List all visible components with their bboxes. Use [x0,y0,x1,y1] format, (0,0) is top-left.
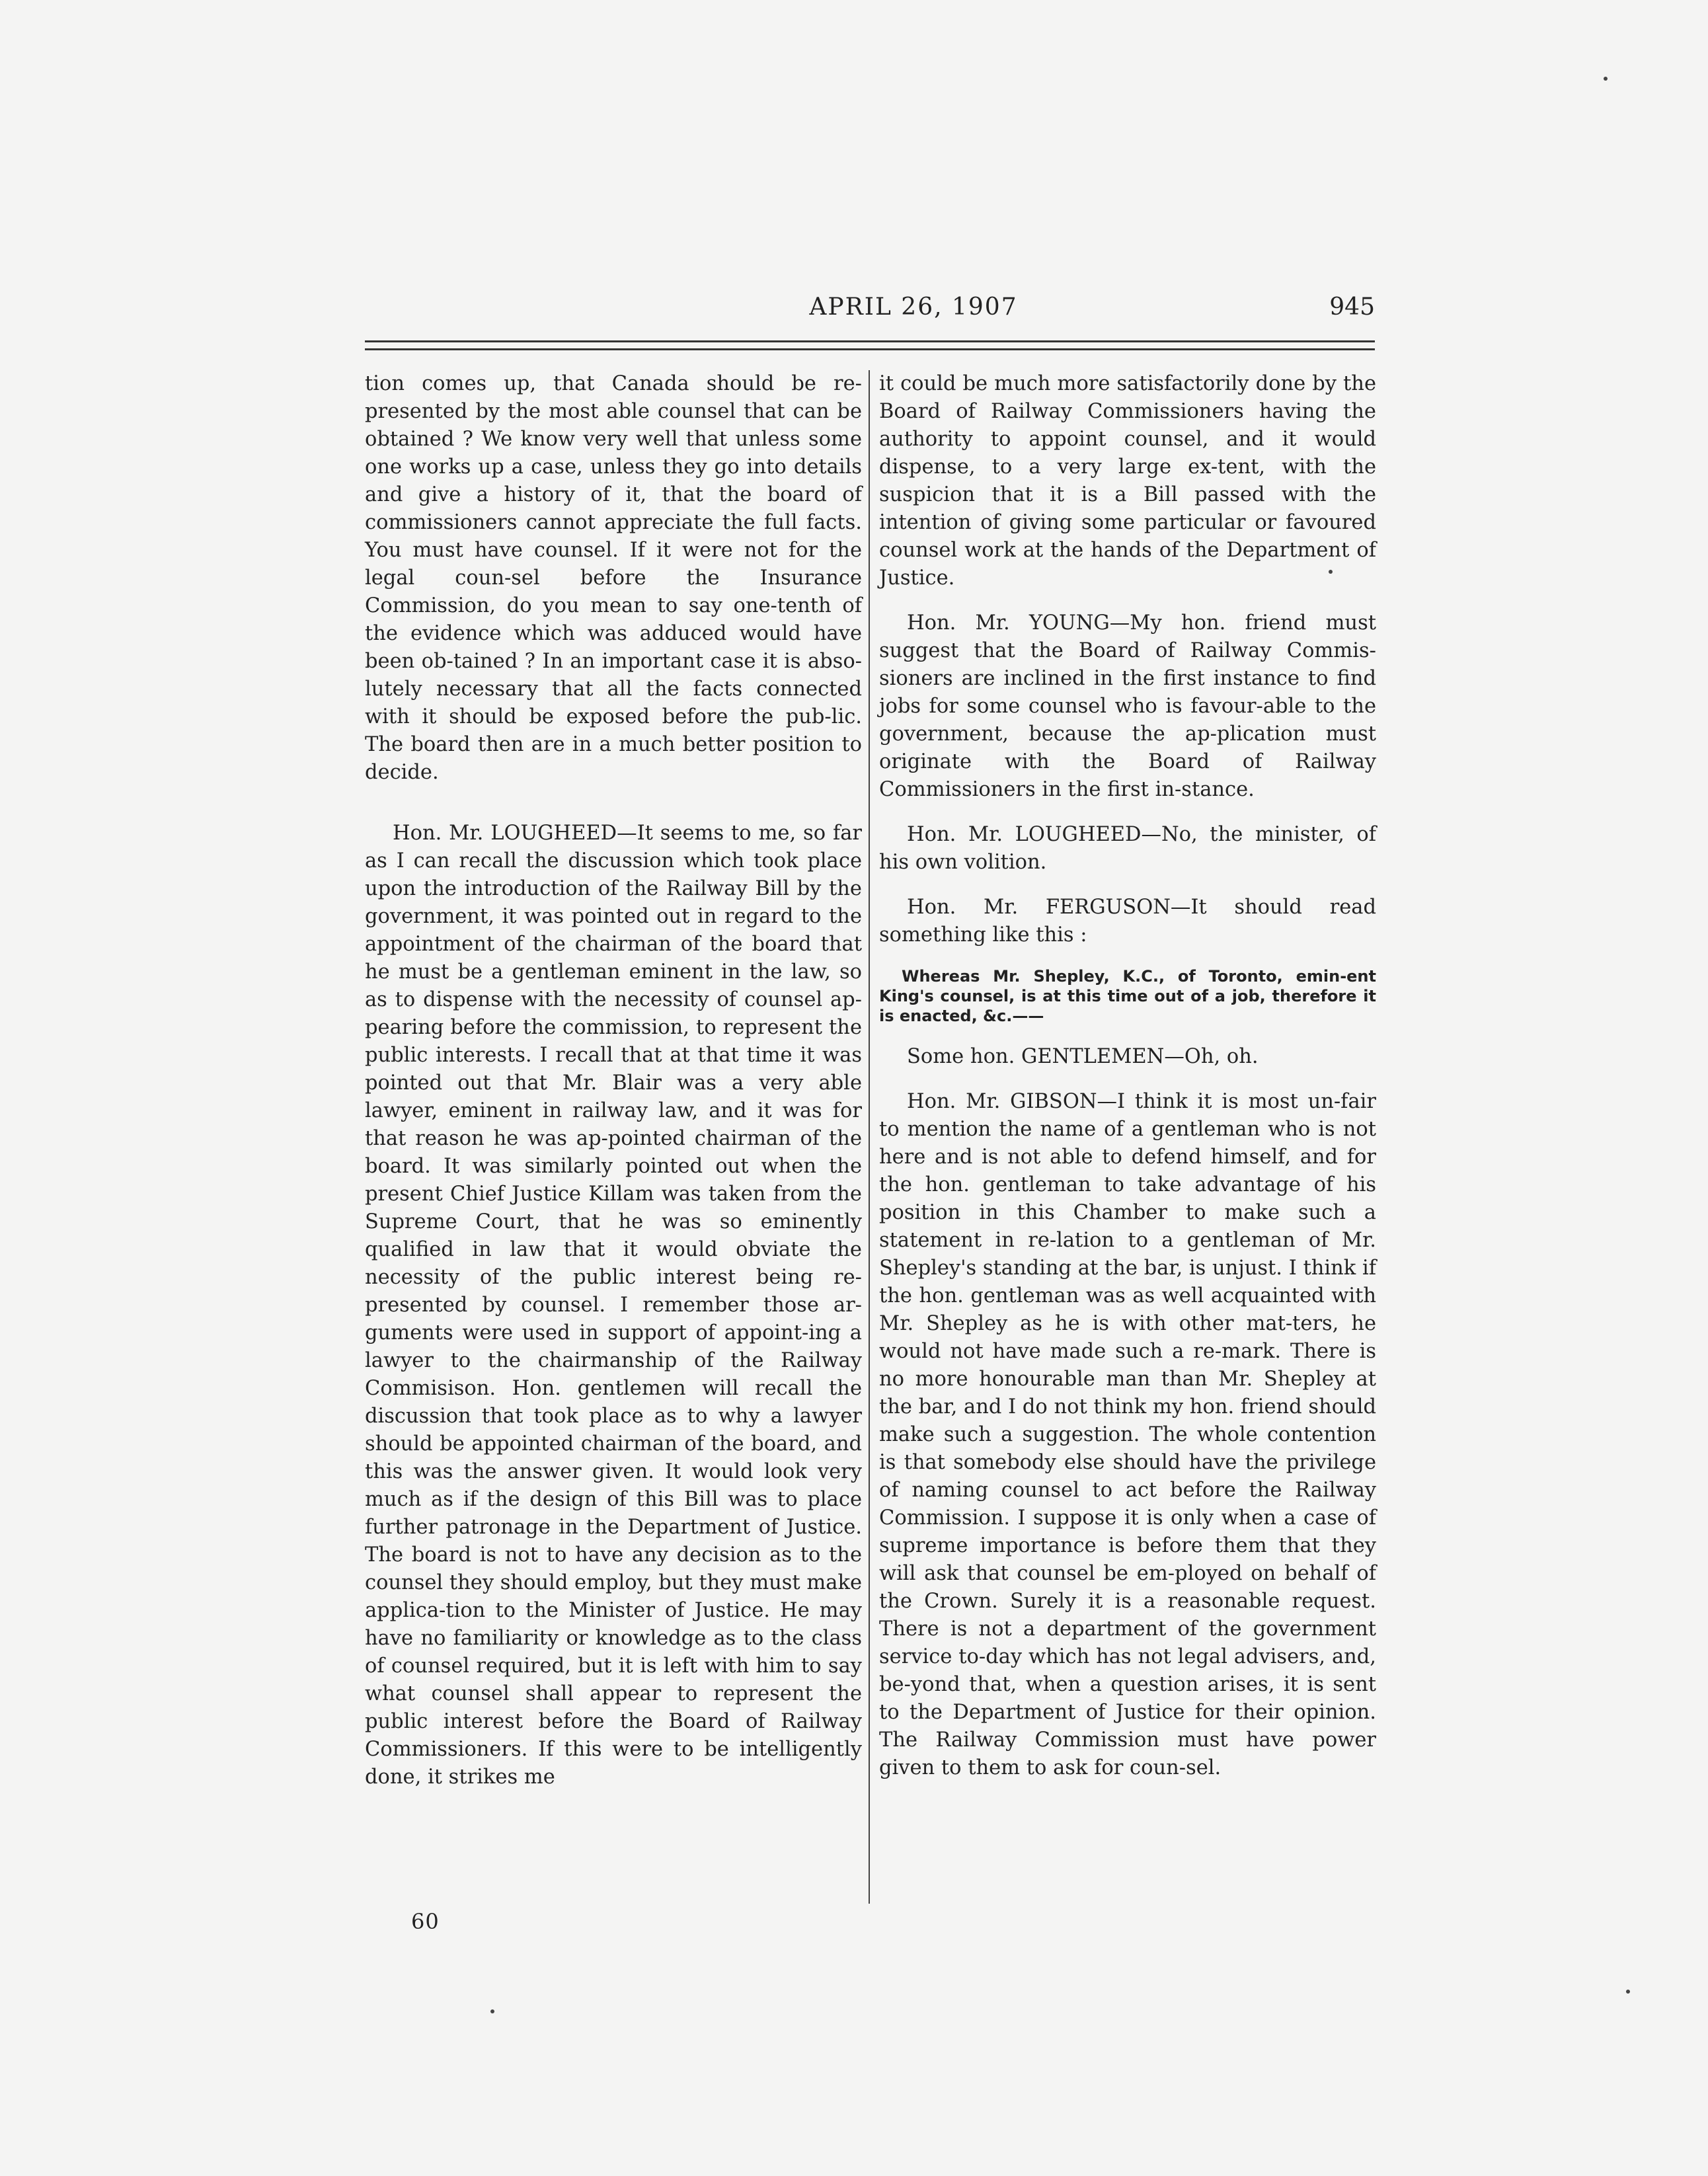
right-paragraph: Some hon. GENTLEMEN—Oh, oh. [907,1045,1259,1068]
page-number: 945 [1329,293,1375,321]
right-paragraph: Hon. Mr. YOUNG—My hon. friend must suggest that the Board of Railway Commis-sioners are inclined in the first instance to find jobs for some counsel who is favour-able to the government, because the ap-plication must originate with the Board of Railway Commissioners in the first in-stance. [879,611,1376,801]
right-paragraph: Hon. Mr. GIBSON—I think it is most un-fair to mention the name of a gentleman who is not here and is not able to defend himself, and for the hon. gentleman to take advantage of his position in this Chamber to make such a statement in re-lation to a gentleman of Mr. Shepley's standing at the bar, is unjust. I think if the hon. gentleman was as well acquainted with Mr. Shepley as he is with other mat-ters, he would not have made such a re-mark. There is no more honourable man than Mr. Shepley at the bar, and I do not think my hon. friend should make such a suggestion. The whole contention is that somebody else should have the privilege of naming counsel to act before the Railway Commission. I suppose it is only when a case of supreme importance is before them that they will ask that counsel be em-ployed on behalf of the Crown. Surely it is a reasonable request. There is not a department of the government service to-day which has not legal advisers, and, be-yond that, when a question arises, it is sent to the Department of Justice for their opinion. The Railway Commission must have power given to them to ask for coun-sel. [879,1090,1376,1779]
speck [1329,570,1333,574]
right-column [879,370,1376,1782]
left-paragraph: Hon. Mr. LOUGHEED—It seems to me, so far as I can recall the discussion which took place upon the introduction of the Railway Bill by the government, it was pointed out in regard to the appointment of the chairman of the board that he must be a gentleman eminent in the law, so as to dispense with the necessity of counsel ap-pearing before the commission, to represent the public interests. I recall that at that time it was pointed out that Mr. Blair was a very able lawyer, eminent in railway law, and it was for that reason he was ap-pointed chairman of the board. It was similarly pointed out when the present Chief Justice Killam was taken from the Supreme Court, that he was so eminently qualified in law that it would obviate the necessity of the public interest being re-presented by counsel. I remember those ar-guments were used in support of appoint-ing a lawyer to the chairmanship of the Railway Commisison. Hon. gentlemen will recall the discussion that took place as to why a lawyer should be appointed chairman of the board, and this was the answer given. It would look very much as if the design of this Bill was to place further patronage in the Department of Justice. The board is not to have any decision as to the counsel they should employ, but they must make applica-tion to the Minister of Justice. He may have no familiarity or knowledge as to the class of counsel required, but it is left with him to say what counsel shall appear to represent the public interest before the Board of Railway Commissioners. If this were to be intelligently done, it strikes me [365,822,863,1789]
header-rule-bottom [365,348,1375,350]
page-date: APRIL 26, 1907 [809,293,1018,321]
quoted-passage: Whereas Mr. Shepley, K.C., of Toronto, emin-ent King's counsel, is at this time out of a job, therefore it is enacted, &c.—— [879,967,1376,1025]
page-header [365,293,1375,333]
signature-mark: 60 [411,1909,440,1934]
left-column [365,370,862,1791]
right-paragraph: Hon. Mr. FERGUSON—It should read something like this : [879,896,1376,947]
header-rule-top [365,340,1375,342]
column-divider [869,370,870,1904]
speck [490,2009,494,2013]
right-paragraph: it could be much more satisfactorily done by the Board of Railway Commissioners having the authority to appoint counsel, and it would dispense, to a very large ex-tent, with the suspicion that it is a Bill passed with the intention of giving some particular or favoured counsel work at the hands of the Department of Justice. [879,372,1376,590]
right-paragraph: Hon. Mr. LOUGHEED—No, the minister, of his own volition. [879,823,1376,874]
speck [1626,1990,1630,1994]
left-paragraph: tion comes up, that Canada should be re-presented by the most able counsel that can be obtained ? We know very well that unless some one works up a case, unless they go into details and give a history of it, that the board of commissioners cannot appreciate the full facts. You must have counsel. If it were not for the legal coun-sel before the Insurance Commission, do you mean to say one-tenth of the evidence which was adduced would have been ob-tained ? In an important case it is abso-lutely necessary that all the facts connected with it should be exposed before the pub-lic. The board then are in a much better position to decide. [365,372,862,784]
speck [1604,77,1608,81]
